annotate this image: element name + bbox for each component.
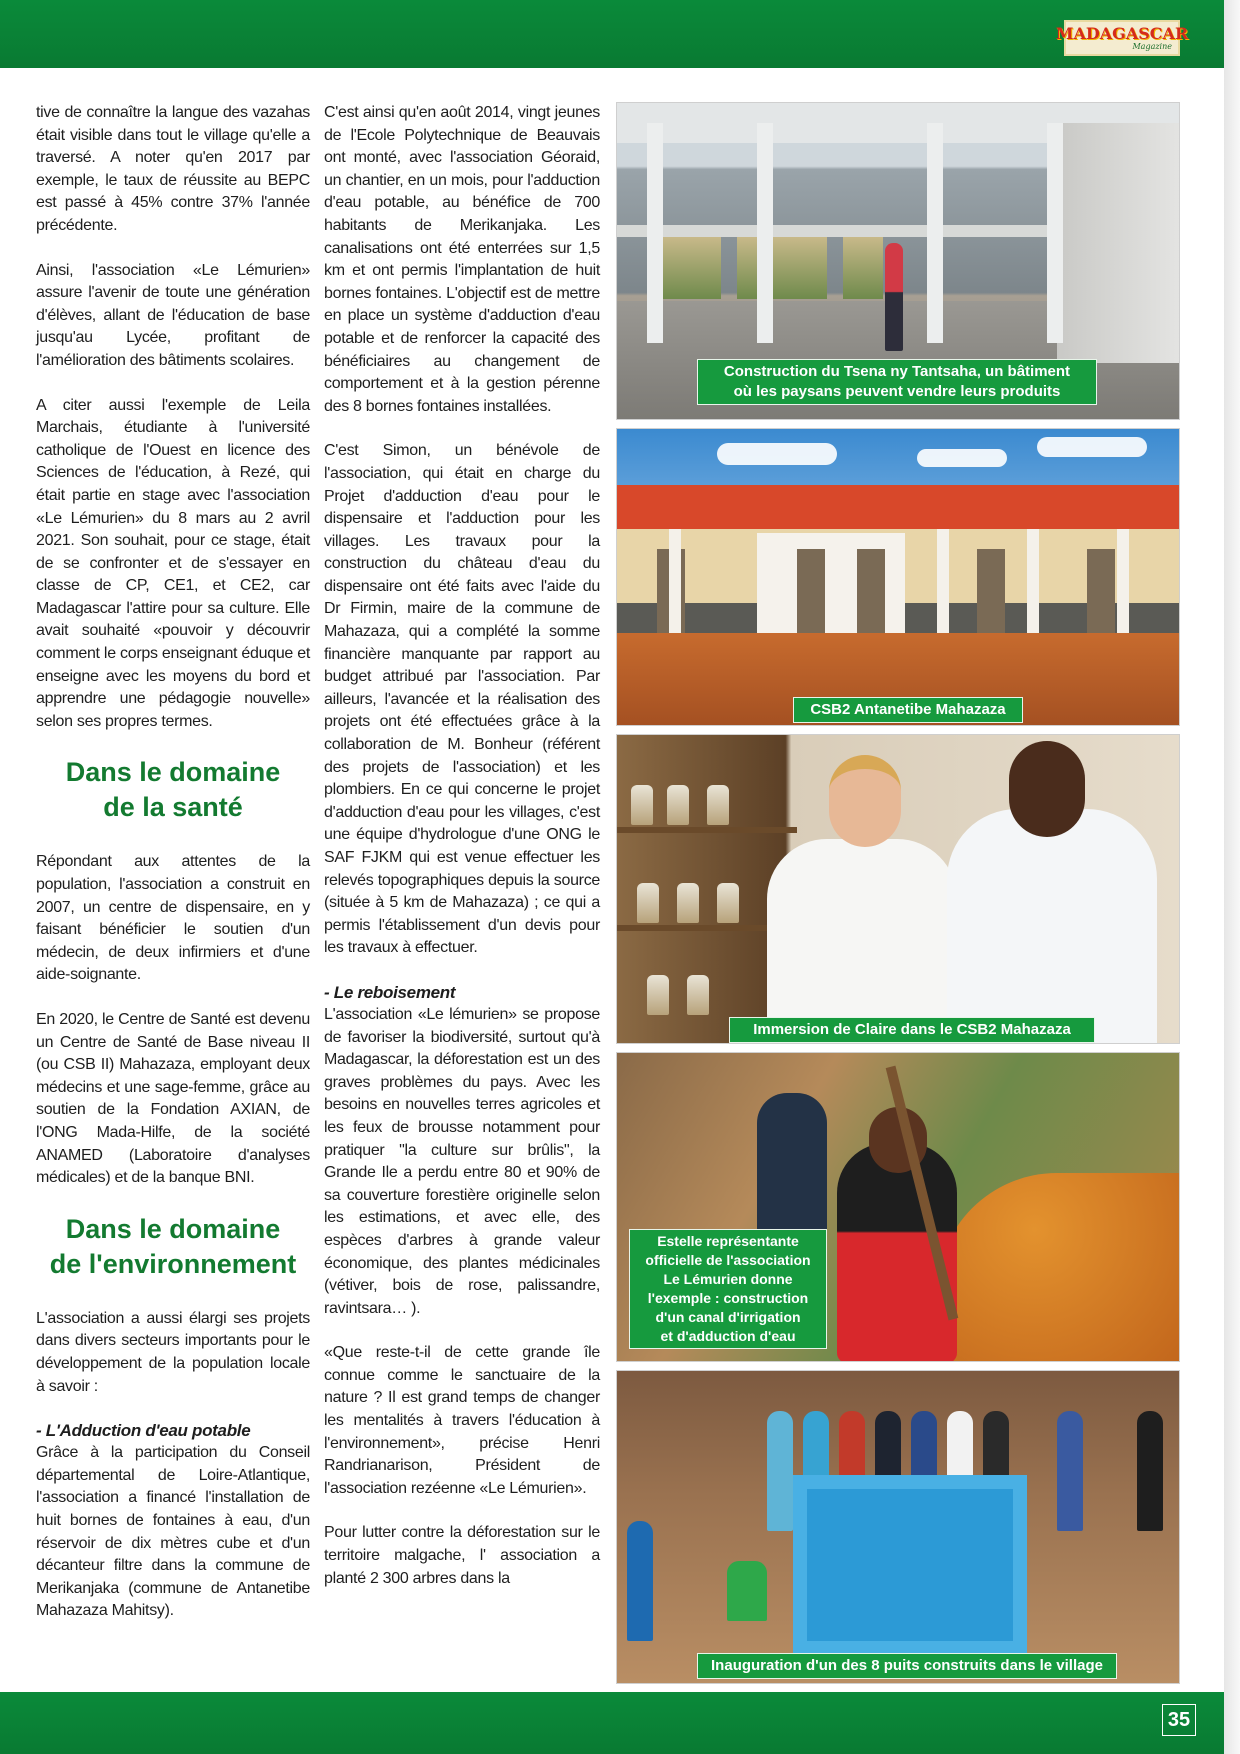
opening	[737, 237, 827, 299]
paragraph: A citer aussi l'exemple de Leila Marchais, étudiante à l'université catholique de l'Ouest en licence des Sciences de l'éducation, à Rezé, qui était partie en stage avec l'association «Le Lémurien» du 8 mars au 2 avril 2021. Son souhait, pour ce stage, était de se confronter et de s'essayer en classe de CP, CE1, et CE2, car Madagascar l'attire pour sa culture. Elle avait souhaité «pouvoir y découvrir comment le corps enseignant éduque et enseigne avec les moyens du bord et apprendre une pédagogie nouvelle» selon ses propres termes.	[36, 396, 310, 730]
person-right-head	[1009, 741, 1085, 837]
photo-caption	[629, 1229, 827, 1349]
door	[797, 549, 825, 633]
paragraph: L'association «Le lémurien» se propose de favoriser la biodiversité, surtout qu'à Madagascar, la déforestation est un des graves problèmes du pays. Avec les besoins en nouvelles terres agricoles et les feux de brousse notamment pour pratiquer "la culture sur brûlis", la Grande Ile a perdu entre 80 et 90% de sa couverture forestière originelle selon les estimations, et avec elle, des espèces d'arbres à grande valeur économique, des plantes médicinales (vétiver, bois de rose, palissandre, ravintsara… ).	[324, 1005, 600, 1317]
column	[1117, 529, 1129, 633]
section-heading-sante	[36, 755, 310, 825]
opening	[657, 237, 721, 299]
photo-caption	[697, 359, 1097, 405]
water-well	[793, 1475, 1027, 1655]
photo-caption: Immersion de Claire dans le CSB2 Mahazaza	[729, 1017, 1095, 1043]
person	[767, 1411, 793, 1531]
column	[937, 529, 949, 633]
person	[727, 1561, 767, 1621]
caption-line: officielle de l'association	[645, 1252, 811, 1268]
cloud	[917, 449, 1007, 467]
caption-line: l'exemple : construction	[647, 1290, 809, 1306]
door	[977, 549, 1005, 633]
logo-title: MADAGASCAR	[1055, 24, 1189, 43]
cloud	[717, 443, 837, 465]
column	[1027, 529, 1039, 633]
caption-line: d'un canal d'irrigation	[655, 1309, 801, 1325]
caption-line: et d'adduction d'eau	[660, 1328, 796, 1344]
door	[857, 549, 885, 633]
person	[1057, 1411, 1083, 1531]
pillar	[757, 123, 773, 343]
paragraph: Ainsi, l'association «Le Lémurien» assure l'avenir de toute une génération d'élèves, allant de l'éducation de base jusqu'au Lycée, profitant de l'amélioration des bâtiments scolaires.	[36, 261, 310, 369]
text-column-1	[36, 102, 310, 1645]
paragraph: tive de connaître la langue des vazahas était visible dans tout le village qu'elle a traversé. A noter qu'en 2017 par exemple, le taux de réussite au BEPC est passé à 45% contre 37% l'année précédente.	[36, 104, 310, 234]
subheading-adduction-eau: - L'Adduction d'eau potable	[36, 1421, 251, 1441]
paragraph: Répondant aux attentes de la population, l'association a construit en 2007, un centre de dispensaire, en y faisant bénéficier le soutien d'un médecin, de deux infirmiers et d'une aide-soignante.	[36, 853, 310, 984]
door	[1087, 549, 1115, 633]
paragraph: En 2020, le Centre de Santé est devenu un Centre de Santé de Base niveau II (ou CSB II) Mahazaza, employant deux médecins et une sage-femme, grâce au soutien de la Fondation AXIAN, de l'ONG Mada-Hilfe, de la société ANAMED (Laboratoire d'analyses médicales) et de la banque BNI.	[36, 1011, 310, 1187]
photo-inauguration	[616, 1370, 1180, 1684]
bottle	[707, 785, 729, 825]
shelf	[617, 827, 797, 833]
caption-line: où les paysans peuvent vendre leurs produits	[733, 383, 1061, 400]
paragraph: L'association a aussi élargi ses projets dans divers secteurs importants pour le développement de la population locale à savoir :	[36, 1309, 310, 1395]
paragraph: «Que reste-t-il de cette grande île connue comme le sanctuaire de la nature ? Il est grand temps de changer les mentalités à travers l'éducation à l'environnement», précise Henri Randrianarison, Président de l'association rezéenne «Le Lémurien».	[324, 1344, 600, 1497]
heading-line: de la santé	[103, 792, 243, 823]
person-left	[767, 839, 957, 1044]
logo-subtitle: Magazine	[1132, 42, 1172, 51]
pillar	[647, 123, 663, 343]
text-column-2	[324, 102, 600, 1612]
person-left-head	[829, 755, 901, 847]
cloud	[1037, 437, 1147, 457]
footer-band	[0, 1692, 1224, 1754]
subheading-reboisement: - Le reboisement	[324, 982, 456, 1002]
caption-line: Estelle représentante	[657, 1233, 799, 1249]
person	[885, 243, 903, 351]
photo-clinic	[616, 428, 1180, 726]
page-number: 35	[1162, 1704, 1196, 1736]
header-band	[0, 0, 1224, 68]
paragraph: C'est ainsi qu'en août 2014, vingt jeunes de l'Ecole Polytechnique de Beauvais ont monté, avec l'association Géoraid, un chantier, en un mois, pour l'adduction d'eau potable, au bénéfice de 700 habitants de Merikanjaka. Les canalisations ont été enterrées sur 1,5 km et ont permis l'implantation de huit bornes fontaines. L'objectif est de mettre en place un système d'adduction d'eau potable et de renforcer la capacité des bénéficiaires au changement de comportement et à la gestion pérenne des 8 bornes fontaines installées.	[324, 104, 600, 415]
heading-line: de l'environnement	[49, 1248, 297, 1279]
opening	[843, 237, 883, 299]
person-right	[947, 809, 1157, 1044]
bottle	[677, 883, 699, 923]
column	[669, 529, 681, 633]
bottle	[637, 883, 659, 923]
page-edge	[1224, 0, 1240, 1754]
heading-line: Dans le domaine	[65, 1213, 281, 1244]
photo-market-building	[616, 102, 1180, 420]
photo-caption: Inauguration d'un des 8 puits construits dans le village	[697, 1653, 1117, 1679]
bottle	[717, 883, 739, 923]
bottle	[647, 975, 669, 1015]
bottle	[687, 975, 709, 1015]
caption-line: Construction du Tsena ny Tantsaha, un bâtiment	[723, 363, 1071, 380]
earth-mound	[937, 1173, 1180, 1362]
photo-digging	[616, 1052, 1180, 1362]
photo-caption: CSB2 Antanetibe Mahazaza	[793, 697, 1023, 723]
section-heading-environnement	[36, 1212, 310, 1282]
photo-two-people	[616, 734, 1180, 1044]
person	[627, 1521, 653, 1641]
paragraph: Grâce à la participation du Conseil départemental de Loire-Atlantique, l'association a financé l'installation de huit bornes de fontaines à eau, d'un réservoir de dix mètres cube et d'un décanteur filtre dans la commune de Merikanjaka (commune de Antanetibe Mahazaza Mahitsy).	[36, 1444, 310, 1620]
bottle	[631, 785, 653, 825]
bottle	[667, 785, 689, 825]
magazine-logo[interactable]	[1055, 20, 1189, 56]
pillar	[1047, 123, 1063, 343]
heading-line: Dans le domaine	[65, 757, 281, 788]
paragraph: Pour lutter contre la déforestation sur le territoire malgache, l' association a planté 2 300 arbres dans la	[324, 1524, 600, 1587]
caption-line: Le Lémurien donne	[663, 1271, 793, 1287]
paragraph: C'est Simon, un bénévole de l'association, qui était en charge du Projet d'adduction d'eau pour le dispensaire et l'adduction pour les villages. Les travaux pour la construction du château d'eau du dispensaire ont été faits avec l'aide du Dr Firmin, maire de la commune de Mahazaza, qui a complété la somme financière manquante par rapport au budget attribué par l'association. Par ailleurs, l'avancée et la réalisation des projets ont été effectuées grâce à la collaboration de M. Bonheur (référent des projets de l'association) et les plombiers. En ce qui concerne le projet d'adduction d'eau pour les villages, c'est une équipe d'hydrologue d'une ONG le SAF FJKM qui est venue effectuer les relevés topographiques depuis la source (située à 5 km de Mahazaza) ; ce qui a permis l'établissement d'un devis pour les travaux à effectuer.	[324, 442, 600, 957]
roof	[617, 485, 1180, 529]
person	[1137, 1411, 1163, 1531]
pillar	[927, 123, 943, 343]
wall	[1057, 123, 1180, 363]
